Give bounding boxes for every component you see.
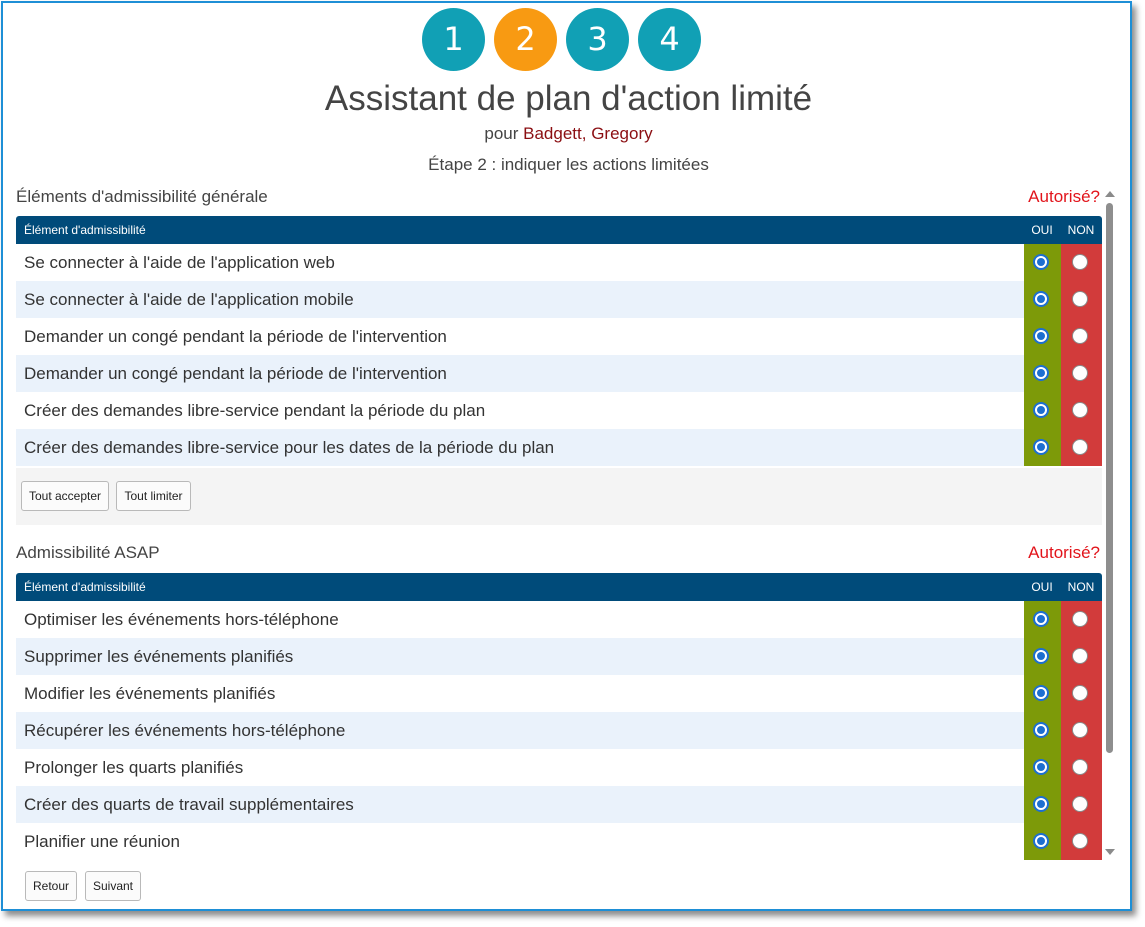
asap-eligibility-table <box>16 573 1102 860</box>
no-radio[interactable] <box>1072 254 1088 270</box>
no-radio[interactable] <box>1072 648 1088 664</box>
row-label: Créer des demandes libre-service pendant la période du plan <box>24 401 486 420</box>
no-radio[interactable] <box>1072 685 1088 701</box>
row-label: Demander un congé pendant la période de l'intervention <box>24 364 447 383</box>
yes-radio[interactable] <box>1033 439 1049 455</box>
no-radio[interactable] <box>1072 291 1088 307</box>
yes-cell <box>1024 392 1061 429</box>
accept-all-button[interactable]: Tout accepter <box>21 481 109 511</box>
no-cell <box>1061 749 1102 786</box>
no-cell <box>1061 675 1102 712</box>
section-asap-title: Admissibilité ASAP <box>16 543 160 562</box>
next-button[interactable]: Suivant <box>85 871 141 901</box>
row-label: Demander un congé pendant la période de l'intervention <box>24 327 447 346</box>
step-description: Étape 2 : indiquer les actions limitées <box>428 155 709 174</box>
no-cell <box>1061 712 1102 749</box>
wizard-steps <box>3 8 1130 72</box>
section-general-allowed-label: Autorisé? <box>1028 187 1100 206</box>
table-row <box>16 281 1102 318</box>
yes-radio[interactable] <box>1033 402 1049 418</box>
no-cell <box>1061 638 1102 675</box>
yes-radio[interactable] <box>1033 796 1049 812</box>
scroll-up-arrow-icon[interactable] <box>1105 191 1115 197</box>
yes-cell <box>1024 355 1061 392</box>
section-general-title: Éléments d'admissibilité générale <box>16 187 268 206</box>
yes-cell <box>1024 601 1061 638</box>
row-label: Se connecter à l'aide de l'application web <box>24 253 335 272</box>
no-radio[interactable] <box>1072 796 1088 812</box>
yes-radio[interactable] <box>1033 722 1049 738</box>
step-1-button[interactable]: 1 <box>422 8 485 71</box>
table-row <box>16 638 1102 675</box>
no-cell <box>1061 823 1102 860</box>
general-eligibility-table <box>16 216 1102 466</box>
yes-cell <box>1024 429 1061 466</box>
table-row <box>16 318 1102 355</box>
table-row <box>16 823 1102 860</box>
column-yes: OUI <box>1031 580 1053 594</box>
yes-cell <box>1024 712 1061 749</box>
yes-radio[interactable] <box>1033 648 1049 664</box>
step-2-button[interactable]: 2 <box>494 8 557 71</box>
no-cell <box>1061 244 1102 281</box>
no-cell <box>1061 429 1102 466</box>
page-subtitle <box>3 124 1132 144</box>
table-row <box>16 712 1102 749</box>
no-radio[interactable] <box>1072 402 1088 418</box>
row-label: Modifier les événements planifiés <box>24 684 276 703</box>
no-cell <box>1061 392 1102 429</box>
table-row <box>16 244 1102 281</box>
table-row <box>16 786 1102 823</box>
yes-radio[interactable] <box>1033 328 1049 344</box>
no-radio[interactable] <box>1072 722 1088 738</box>
table-row <box>16 429 1102 466</box>
yes-cell <box>1024 786 1061 823</box>
section-general-button-bar <box>16 468 1102 525</box>
scroll-down-arrow-icon[interactable] <box>1105 849 1115 855</box>
for-label: pour <box>484 124 519 143</box>
row-label: Supprimer les événements planifiés <box>24 647 294 666</box>
no-cell <box>1061 601 1102 638</box>
step-3-button[interactable]: 3 <box>566 8 629 71</box>
yes-radio[interactable] <box>1033 759 1049 775</box>
yes-cell <box>1024 244 1061 281</box>
yes-radio[interactable] <box>1033 611 1049 627</box>
no-radio[interactable] <box>1072 328 1088 344</box>
yes-radio[interactable] <box>1033 685 1049 701</box>
row-label: Créer des demandes libre-service pour les dates de la période du plan <box>24 438 555 457</box>
yes-cell <box>1024 675 1061 712</box>
table-row <box>16 392 1102 429</box>
vertical-scrollbar[interactable] <box>1104 189 1116 859</box>
table-row <box>16 749 1102 786</box>
table-row <box>16 355 1102 392</box>
table-header <box>16 573 1102 601</box>
no-cell <box>1061 318 1102 355</box>
yes-radio[interactable] <box>1033 365 1049 381</box>
row-label: Récupérer les événements hors-téléphone <box>24 721 346 740</box>
table-header <box>16 216 1102 244</box>
yes-cell <box>1024 318 1061 355</box>
yes-cell <box>1024 638 1061 675</box>
column-no: NON <box>1067 580 1095 594</box>
no-radio[interactable] <box>1072 439 1088 455</box>
step-4-button[interactable]: 4 <box>638 8 701 71</box>
row-label: Optimiser les événements hors-téléphone <box>24 610 339 629</box>
yes-cell <box>1024 823 1061 860</box>
no-radio[interactable] <box>1072 759 1088 775</box>
row-label: Créer des quarts de travail supplémentaires <box>24 795 354 814</box>
wizard-window <box>1 1 1132 911</box>
no-cell <box>1061 355 1102 392</box>
back-button[interactable]: Retour <box>25 871 77 901</box>
no-radio[interactable] <box>1072 365 1088 381</box>
table-row <box>16 601 1102 638</box>
limit-all-button[interactable]: Tout limiter <box>116 481 191 511</box>
row-label: Planifier une réunion <box>24 832 180 851</box>
no-cell <box>1061 786 1102 823</box>
no-cell <box>1061 281 1102 318</box>
column-yes: OUI <box>1031 223 1053 237</box>
yes-cell <box>1024 749 1061 786</box>
table-row <box>16 675 1102 712</box>
section-asap-allowed-label: Autorisé? <box>1028 543 1100 562</box>
yes-radio[interactable] <box>1033 254 1049 270</box>
column-element: Élément d'admissibilité <box>24 580 146 594</box>
footer-nav <box>16 861 1102 911</box>
row-label: Se connecter à l'aide de l'application mobile <box>24 290 354 309</box>
no-radio[interactable] <box>1072 833 1088 849</box>
column-no: NON <box>1067 223 1095 237</box>
no-radio[interactable] <box>1072 611 1088 627</box>
user-name: Badgett, Gregory <box>523 124 653 143</box>
yes-radio[interactable] <box>1033 291 1049 307</box>
column-element: Élément d'admissibilité <box>24 223 146 237</box>
page-title: Assistant de plan d'action limité <box>324 79 813 118</box>
scrollbar-thumb[interactable] <box>1106 203 1113 753</box>
yes-cell <box>1024 281 1061 318</box>
row-label: Prolonger les quarts planifiés <box>24 758 244 777</box>
yes-radio[interactable] <box>1033 833 1049 849</box>
